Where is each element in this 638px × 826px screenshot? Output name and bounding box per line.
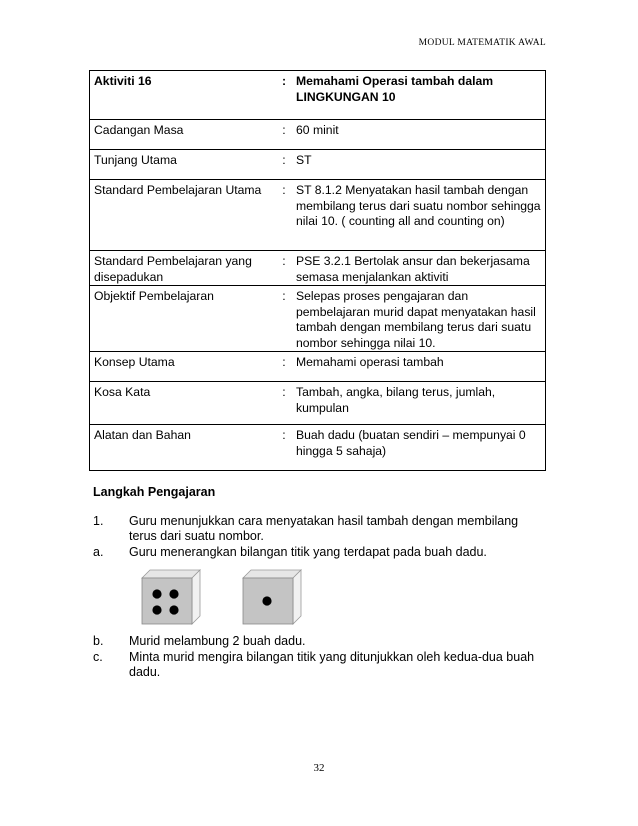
die-one-dot — [241, 568, 303, 628]
table-row — [90, 150, 546, 180]
die-dot — [152, 605, 161, 614]
row-separator: : — [278, 180, 290, 251]
die-four-dots — [140, 568, 202, 628]
step-text: Minta murid mengira bilangan titik yang ditunjukkan oleh kedua-dua buah dadu. — [129, 650, 535, 679]
step-label: 1. — [93, 514, 104, 528]
die-side-face — [293, 570, 301, 624]
step-label: b. — [93, 634, 104, 648]
row-value: PSE 3.2.1 Bertolak ansur dan bekerjasama semasa menjalankan aktiviti — [290, 251, 546, 286]
row-separator: : — [278, 286, 290, 352]
die-dot — [169, 605, 178, 614]
row-label: Aktiviti 16 — [90, 71, 279, 120]
die-dot — [169, 589, 178, 598]
table-row — [90, 425, 546, 471]
row-separator: : — [278, 425, 290, 471]
table-row — [90, 71, 546, 120]
table-row — [90, 251, 546, 286]
die-dot — [152, 589, 161, 598]
row-value: 60 minit — [290, 120, 546, 150]
row-separator: : — [278, 71, 290, 120]
row-value: Buah dadu (buatan sendiri – mempunyai 0 hingga 5 sahaja) — [290, 425, 546, 471]
step-text: Guru menerangkan bilangan titik yang terdapat pada buah dadu. — [129, 545, 487, 559]
row-label: Konsep Utama — [90, 352, 279, 382]
row-label: Standard Pembelajaran Utama — [90, 180, 279, 251]
die-top-face — [142, 570, 200, 578]
row-label: Cadangan Masa — [90, 120, 279, 150]
die-front-face — [142, 578, 192, 624]
row-label: Kosa Kata — [90, 382, 279, 425]
die-dot — [262, 596, 271, 605]
die-side-face — [192, 570, 200, 624]
row-separator: : — [278, 150, 290, 180]
step-label: a. — [93, 545, 104, 559]
activity-info-table — [89, 70, 546, 471]
die-top-face — [243, 570, 301, 578]
steps-title: Langkah Pengajaran — [93, 485, 216, 499]
row-label: Objektif Pembelajaran — [90, 286, 279, 352]
row-value: Memahami Operasi tambah dalam LINGKUNGAN 10 — [290, 71, 546, 120]
table-row — [90, 120, 546, 150]
module-header: MODUL MATEMATIK AWAL — [418, 38, 546, 48]
page-number: 32 — [313, 762, 325, 774]
table-row — [90, 382, 546, 425]
row-separator: : — [278, 251, 290, 286]
row-value: ST 8.1.2 Menyatakan hasil tambah dengan membilang terus dari suatu nombor sehingga nilai 10. ( counting all and counting on) — [290, 180, 546, 251]
step-text: Murid melambung 2 buah dadu. — [129, 634, 306, 648]
step-text: Guru menunjukkan cara menyatakan hasil tambah dengan membilang terus dari suatu nombor. — [129, 514, 519, 543]
row-separator: : — [278, 120, 290, 150]
row-value: Memahami operasi tambah — [290, 352, 546, 382]
row-label: Standard Pembelajaran yang disepadukan — [90, 251, 279, 286]
row-separator: : — [278, 382, 290, 425]
row-value: ST — [290, 150, 546, 180]
row-value: Selepas proses pengajaran dan pembelajaran murid dapat menyatakan hasil tambah dengan membilang terus dari suatu nombor sehingga nilai 10. — [290, 286, 546, 352]
table-row — [90, 180, 546, 251]
row-label: Tunjang Utama — [90, 150, 279, 180]
row-value: Tambah, angka, bilang terus, jumlah, kumpulan — [290, 382, 546, 425]
step-label: c. — [93, 650, 103, 664]
row-label: Alatan dan Bahan — [90, 425, 279, 471]
row-separator: : — [278, 352, 290, 382]
table-row — [90, 352, 546, 382]
table-row — [90, 286, 546, 352]
